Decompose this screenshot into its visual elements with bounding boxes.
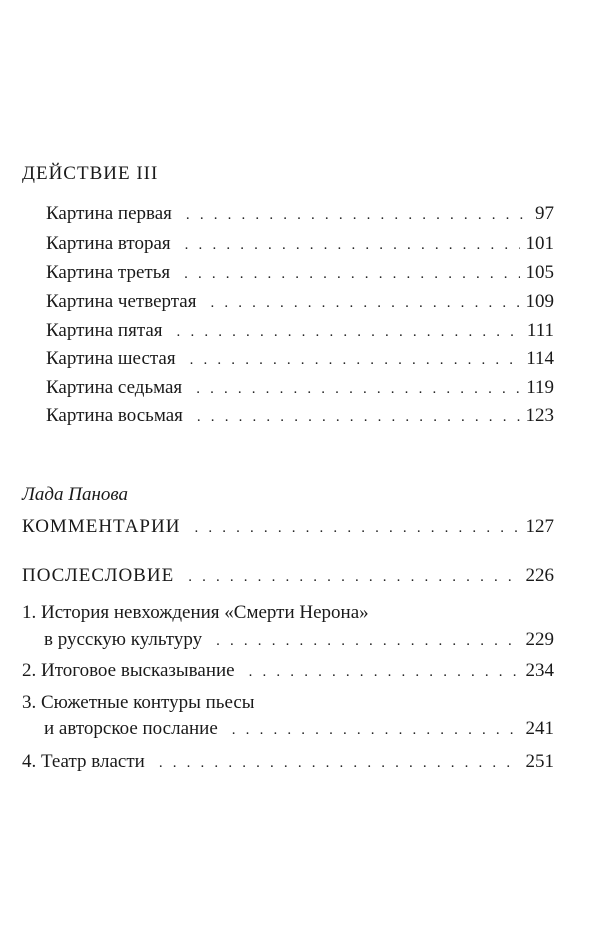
toc-entry-section-3[interactable]	[44, 718, 554, 740]
toc-entry-section-4[interactable]	[22, 751, 554, 773]
toc-entry-label: КОММЕНТАРИИ	[22, 516, 181, 537]
toc-entry-label: ПОСЛЕСЛОВИЕ	[22, 565, 175, 586]
dot-leader	[232, 722, 520, 739]
toc-entry-scene-4[interactable]	[46, 291, 554, 313]
toc-entry-afterword[interactable]	[22, 565, 554, 587]
dot-leader	[188, 569, 519, 586]
toc-entry-section-2[interactable]	[22, 660, 554, 682]
toc-page-number: 251	[525, 751, 554, 772]
toc-entry-section-1-line1[interactable]: 1. История невхождения «Смерти Нерона»	[22, 602, 369, 623]
toc-entry-label: и авторское послание	[44, 718, 218, 739]
toc-entry-scene-2[interactable]	[46, 233, 554, 255]
toc-entry-label: Картина шестая	[46, 348, 176, 369]
toc-entry-section-3-line1[interactable]: 3. Сюжетные контуры пьесы	[22, 692, 255, 713]
dot-leader	[197, 409, 520, 426]
act-heading: ДЕЙСТВИЕ III	[22, 163, 159, 184]
dot-leader	[177, 324, 521, 341]
toc-entry-scene-1[interactable]	[46, 203, 554, 225]
toc-entry-label: Картина первая	[46, 203, 172, 224]
toc-page-number: 109	[525, 291, 554, 312]
toc-entry-label: Картина третья	[46, 262, 171, 283]
dot-leader	[185, 237, 520, 254]
toc-entry-scene-6[interactable]	[46, 348, 554, 370]
toc-entry-section-1[interactable]	[44, 629, 554, 651]
toc-page-number: 111	[526, 320, 554, 341]
toc-page-number: 101	[525, 233, 554, 254]
toc-page-number: 226	[525, 565, 554, 586]
toc-page-number: 97	[535, 203, 554, 224]
toc-page-number: 119	[526, 377, 554, 398]
toc-entry-commentary[interactable]	[22, 516, 554, 538]
toc-page-number: 229	[525, 629, 554, 650]
dot-leader	[194, 520, 519, 537]
dot-leader	[186, 207, 529, 224]
toc-entry-scene-3[interactable]	[46, 262, 554, 284]
dot-leader	[210, 295, 519, 312]
toc-entry-scene-5[interactable]	[46, 320, 554, 342]
toc-entry-scene-8[interactable]	[46, 405, 554, 427]
dot-leader	[196, 381, 520, 398]
toc-page-number: 105	[525, 262, 554, 283]
toc-entry-label: в русскую культуру	[44, 629, 203, 650]
toc-entry-label: Картина вторая	[46, 233, 171, 254]
toc-page-number: 123	[525, 405, 554, 426]
author-name: Лада Панова	[22, 484, 128, 505]
dot-leader	[159, 755, 520, 772]
toc-page-number: 114	[526, 348, 554, 369]
toc-entry-label: Картина седьмая	[46, 377, 183, 398]
toc-entry-label: 2. Итоговое высказывание	[22, 660, 235, 681]
toc-entry-label: Картина восьмая	[46, 405, 183, 426]
toc-page-number: 241	[525, 718, 554, 739]
dot-leader	[249, 664, 520, 681]
dot-leader	[216, 633, 519, 650]
dot-leader	[184, 266, 519, 283]
toc-entry-scene-7[interactable]	[46, 377, 554, 399]
toc-entry-label: Картина пятая	[46, 320, 163, 341]
toc-page-number: 127	[525, 516, 554, 537]
toc-entry-label: Картина четвертая	[46, 291, 197, 312]
toc-page-number: 234	[525, 660, 554, 681]
toc-entry-label: 4. Театр власти	[22, 751, 145, 772]
dot-leader	[190, 352, 521, 369]
